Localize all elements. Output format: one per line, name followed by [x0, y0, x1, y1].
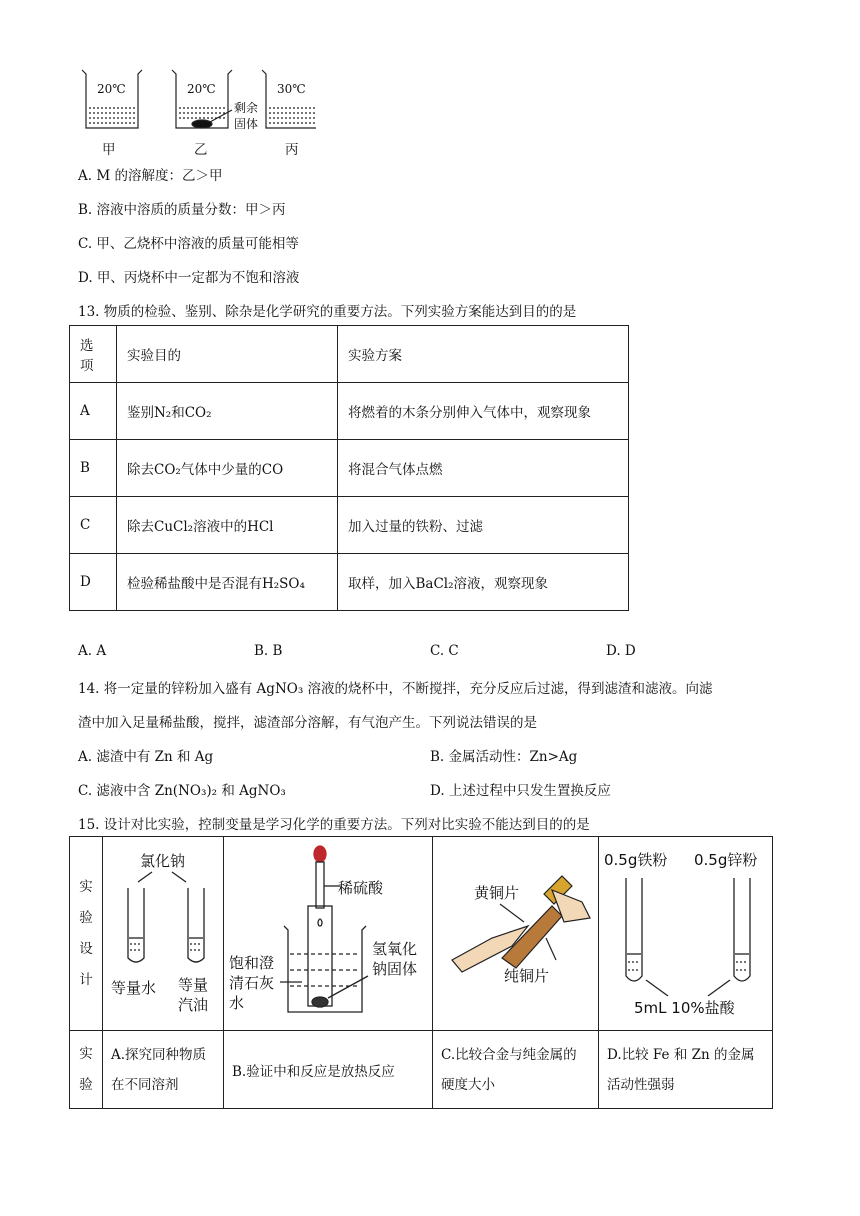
beaker-temp-2: 20℃ — [187, 82, 216, 96]
fig-d-iron-label: 0.5g铁粉 — [604, 851, 668, 869]
fig-a-tubes — [102, 862, 222, 982]
beaker-label-1: 甲 — [102, 142, 116, 158]
beaker-label-3: 丙 — [285, 142, 299, 158]
row-plan: 取样，加入BaCl₂溶液，观察现象 — [338, 554, 629, 611]
purpose-a: A.探究同种物质在不同溶剂 — [103, 1031, 224, 1109]
header-option: 选项 — [70, 326, 117, 383]
row-plan: 将燃着的木条分别伸入气体中，观察现象 — [338, 383, 629, 440]
q14-stem-line2: 渣中加入足量稀盐酸，搅拌，滤渣部分溶解，有气泡产生。下列说法错误的是 — [78, 715, 537, 731]
q12-option-a: A. M 的溶解度：乙＞甲 — [78, 168, 223, 184]
beaker-jia — [82, 70, 142, 128]
design-row-head — [70, 837, 103, 1031]
fig-a-salt-label: 氯化钠 — [140, 852, 186, 870]
beaker-label-2: 乙 — [194, 142, 208, 158]
q13-table — [69, 325, 629, 611]
q13-answer-c: C. C — [430, 643, 459, 659]
purpose-b: B.验证中和反应是放热反应 — [224, 1031, 433, 1109]
fig-d-acid-label: 5mL 10%盐酸 — [634, 999, 735, 1017]
purpose-row — [70, 1031, 773, 1109]
q14-option-c: C. 滤液中含 Zn(NO₃)₂ 和 AgNO₃ — [78, 783, 286, 799]
head-char: 验 — [79, 909, 93, 926]
header-goal: 实验目的 — [117, 326, 338, 383]
purpose-d: D.比较 Fe 和 Zn 的金属活动性强弱 — [599, 1031, 773, 1109]
q12-option-b: B. 溶液中溶质的质量分数：甲＞丙 — [78, 202, 286, 218]
fig-b-naoh-label: 氢氧化钠固体 — [372, 940, 418, 978]
purpose-row-head — [70, 1031, 103, 1109]
q14-option-a: A. 滤渣中有 Zn 和 Ag — [78, 749, 214, 765]
fig-a-water-label: 等量水 — [111, 979, 157, 997]
row-goal: 鉴别N₂和CO₂ — [117, 383, 338, 440]
head-char: 验 — [79, 1076, 93, 1093]
q13-answer-b: B. B — [254, 643, 283, 659]
q15-stem: 15. 设计对比实验，控制变量是学习化学的重要方法。下列对比实验不能达到目的的是 — [78, 817, 590, 833]
q14-option-b: B. 金属活动性：Zn>Ag — [430, 749, 578, 765]
q13-stem: 13. 物质的检验、鉴别、除杂是化学研究的重要方法。下列实验方案能达到目的的是 — [78, 304, 577, 320]
row-plan: 将混合气体点燃 — [338, 440, 629, 497]
beaker-bing — [262, 70, 316, 128]
fig-a-gasoline-label: 等量汽油 — [178, 976, 209, 1014]
row-plan: 加入过量的铁粉、过滤 — [338, 497, 629, 554]
head-char: 实 — [79, 878, 93, 895]
fig-d-zinc-label: 0.5g锌粉 — [694, 851, 758, 869]
beaker-temp-3: 30℃ — [277, 82, 306, 96]
q14-stem-line1: 14. 将一定量的锌粉加入盛有 AgNO₃ 溶液的烧杯中，不断搅拌，充分反应后过滤，得到滤渣和滤液。向滤 — [78, 681, 713, 697]
head-char: 设 — [79, 940, 93, 957]
fig-c-copper-label: 纯铜片 — [504, 967, 550, 985]
q13-answer-d: D. D — [606, 643, 636, 659]
q14-option-d: D. 上述过程中只发生置换反应 — [430, 783, 611, 799]
head-char: 计 — [79, 971, 93, 988]
q12-option-c: C. 甲、乙烧杯中溶液的质量可能相等 — [78, 236, 299, 252]
table-row — [70, 497, 629, 554]
table-row — [70, 554, 629, 611]
header-plan: 实验方案 — [338, 326, 629, 383]
row-option: B — [70, 440, 117, 497]
q13-answer-a: A. A — [78, 643, 107, 659]
fig-b-limewater-label: 饱和澄清石灰水 — [229, 954, 275, 1012]
beaker-yi — [172, 70, 232, 128]
fig-b-acid-label: 稀硫酸 — [338, 879, 384, 897]
row-goal: 除去CO₂气体中少量的CO — [117, 440, 338, 497]
beaker-temp-1: 20℃ — [97, 82, 126, 96]
row-option: C — [70, 497, 117, 554]
row-goal: 除去CuCl₂溶液中的HCl — [117, 497, 338, 554]
residual-solid-note: 剩余固体 — [234, 101, 259, 131]
table-row — [70, 440, 629, 497]
head-char: 实 — [79, 1045, 93, 1062]
row-option: D — [70, 554, 117, 611]
table-header-row — [70, 326, 629, 383]
purpose-c: C.比较合金与纯金属的硬度大小 — [433, 1031, 599, 1109]
row-goal: 检验稀盐酸中是否混有H₂SO₄ — [117, 554, 338, 611]
fig-c-brass-label: 黄铜片 — [474, 884, 520, 902]
table-row — [70, 383, 629, 440]
q12-option-d: D. 甲、丙烧杯中一定都为不饱和溶液 — [78, 270, 300, 286]
row-option: A — [70, 383, 117, 440]
fig-c-scratch — [432, 842, 597, 1028]
